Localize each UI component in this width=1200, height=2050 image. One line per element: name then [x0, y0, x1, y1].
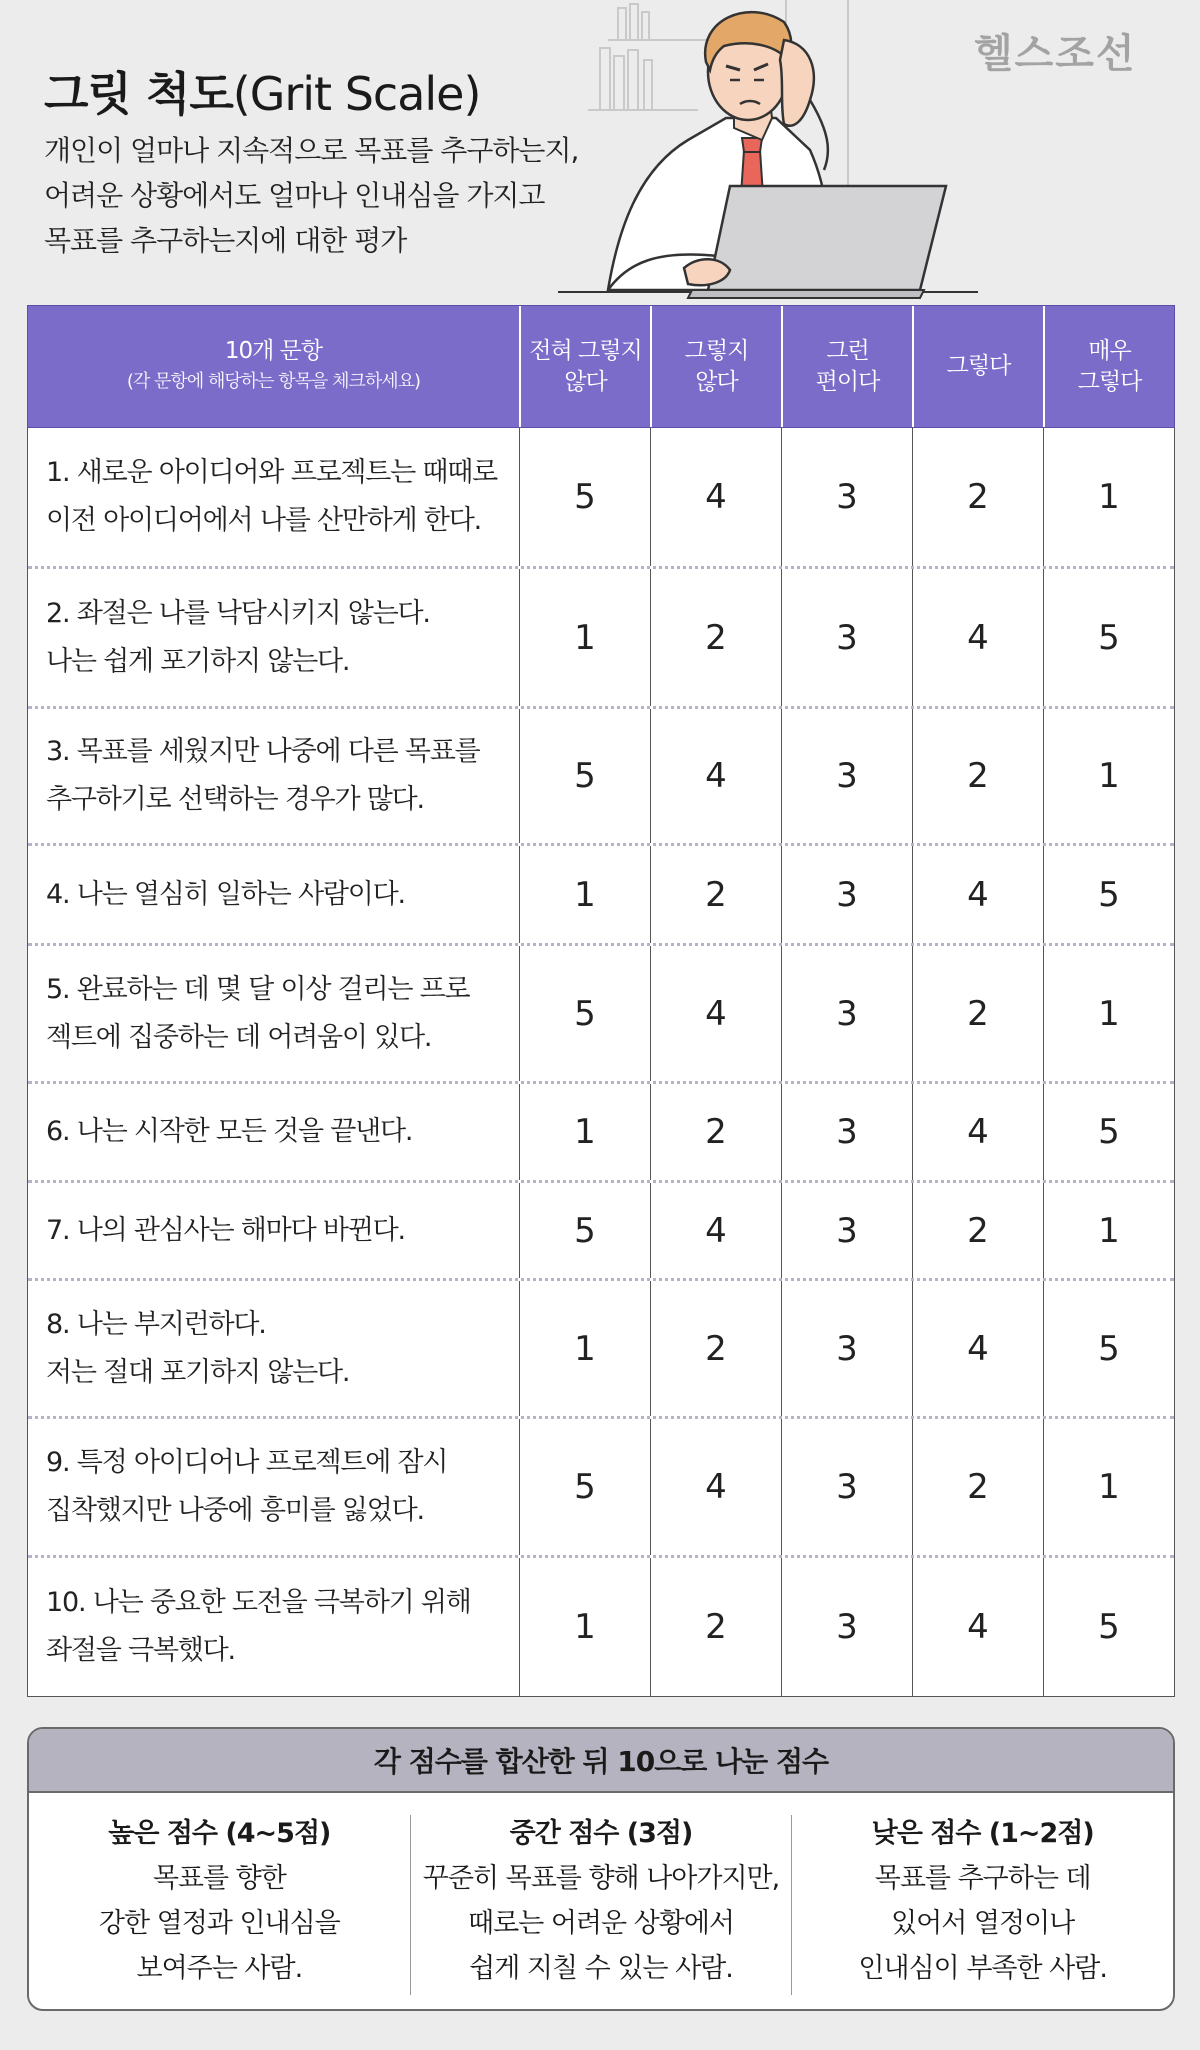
header-option-line: 그렇지 [684, 337, 749, 364]
header-option-line: 그렇다 [946, 353, 1011, 379]
table-row [28, 843, 1174, 943]
man-at-laptop-illustration [548, 0, 1000, 300]
score-cell[interactable]: 2 [650, 1281, 781, 1416]
summary-columns [29, 1793, 1173, 2009]
score-cell[interactable]: 1 [519, 1558, 650, 1696]
header-option-disagree [650, 306, 781, 427]
score-cell[interactable]: 4 [912, 1558, 1043, 1696]
summary-line: 때로는 어려운 상황에서 [468, 1908, 734, 1939]
summary-low-title: 낮은 점수 (1~2점) [871, 1818, 1094, 1849]
brand-logo: 헬스조선 [974, 31, 1137, 77]
header-option-line: 전혀 그렇지 [529, 337, 642, 364]
header-option-line: 편이다 [815, 368, 880, 395]
question-cell: 4. 나는 열심히 일하는 사람이다. [46, 878, 405, 910]
summary-high-title: 높은 점수 (4~5점) [108, 1818, 331, 1849]
score-cell[interactable]: 5 [519, 709, 650, 843]
score-cell[interactable]: 5 [1043, 846, 1174, 943]
score-cell[interactable]: 4 [650, 946, 781, 1081]
header-option-line: 매우 [1088, 337, 1131, 364]
score-cell[interactable]: 2 [650, 846, 781, 943]
header-items-title: 10개 문항 [224, 338, 323, 364]
summary-line: 인내심이 부족한 사람. [858, 1953, 1107, 1984]
table-body [27, 428, 1175, 1697]
title-korean: 그릿 척도 [44, 67, 233, 121]
score-cell[interactable]: 4 [650, 1183, 781, 1278]
score-cell[interactable]: 1 [519, 846, 650, 943]
score-cell[interactable]: 4 [912, 1281, 1043, 1416]
score-cell[interactable]: 2 [912, 709, 1043, 843]
summary-title: 각 점수를 합산한 뒤 10으로 나눈 점수 [29, 1729, 1173, 1793]
table-row [28, 1278, 1174, 1416]
header-items-subtitle: (각 문항에 해당하는 항목을 체크하세요) [126, 371, 421, 392]
summary-high [29, 1811, 410, 2009]
score-cell[interactable]: 5 [519, 428, 650, 566]
summary-line: 목표를 추구하는 데 [874, 1863, 1091, 1894]
score-cell[interactable]: 3 [781, 846, 912, 943]
score-cell[interactable]: 1 [1043, 1419, 1174, 1555]
score-cell[interactable]: 5 [1043, 1281, 1174, 1416]
score-cell[interactable]: 4 [650, 1419, 781, 1555]
score-cell[interactable]: 1 [519, 569, 650, 706]
table-row [28, 1555, 1174, 1696]
score-cell[interactable]: 3 [781, 946, 912, 1081]
score-cell[interactable]: 4 [912, 846, 1043, 943]
question-cell: 2. 좌절은 나를 낙담시키지 않는다. 나는 쉽게 포기하지 않는다. [46, 597, 430, 677]
summary-line: 목표를 향한 [152, 1863, 286, 1894]
question-cell: 8. 나는 부지런하다. 저는 절대 포기하지 않는다. [46, 1308, 350, 1388]
summary-low [792, 1811, 1173, 2009]
score-cell[interactable]: 2 [912, 428, 1043, 566]
header-items [28, 306, 519, 427]
score-cell[interactable]: 1 [519, 1084, 650, 1180]
title-english: (Grit Scale) [232, 67, 481, 121]
header-option-line: 그런 [826, 337, 869, 364]
summary-line: 있어서 열정이나 [891, 1908, 1075, 1939]
score-cell[interactable]: 5 [1043, 1084, 1174, 1180]
question-cell: 7. 나의 관심사는 해마다 바뀐다. [46, 1214, 405, 1246]
summary-line: 꾸준히 목표를 향해 나아가지만, [422, 1863, 780, 1894]
score-cell[interactable]: 4 [912, 1084, 1043, 1180]
score-cell[interactable]: 1 [1043, 946, 1174, 1081]
table-row [28, 706, 1174, 843]
score-cell[interactable]: 5 [519, 1183, 650, 1278]
summary-mid-title: 중간 점수 (3점) [509, 1818, 693, 1849]
score-cell[interactable]: 3 [781, 1281, 912, 1416]
score-cell[interactable]: 2 [650, 1084, 781, 1180]
score-cell[interactable]: 1 [1043, 709, 1174, 843]
score-cell[interactable]: 4 [650, 709, 781, 843]
page-title [44, 58, 480, 124]
score-cell[interactable]: 3 [781, 709, 912, 843]
score-cell[interactable]: 1 [519, 1281, 650, 1416]
score-cell[interactable]: 2 [650, 1558, 781, 1696]
score-cell[interactable]: 3 [781, 1558, 912, 1696]
question-cell: 6. 나는 시작한 모든 것을 끝낸다. [46, 1116, 413, 1147]
score-cell[interactable]: 1 [1043, 1183, 1174, 1278]
summary-line: 강한 열정과 인내심을 [98, 1908, 340, 1939]
score-cell[interactable]: 2 [912, 1419, 1043, 1555]
score-cell[interactable]: 3 [781, 569, 912, 706]
header-option-line: 그렇다 [1077, 368, 1142, 395]
table-row [28, 428, 1174, 566]
table-row [28, 1081, 1174, 1180]
table-row [28, 943, 1174, 1081]
description [44, 128, 604, 263]
header-option-line: 않다 [695, 368, 738, 395]
score-cell[interactable]: 3 [781, 1419, 912, 1555]
score-cell[interactable]: 4 [650, 428, 781, 566]
header-option-somewhat [781, 306, 912, 427]
header-option-line: 않다 [564, 368, 607, 395]
table-header [27, 305, 1175, 428]
score-cell[interactable]: 5 [519, 946, 650, 1081]
score-cell[interactable]: 5 [1043, 1558, 1174, 1696]
score-cell[interactable]: 3 [781, 428, 912, 566]
summary-line: 보여주는 사람. [136, 1953, 303, 1984]
score-cell[interactable]: 3 [781, 1183, 912, 1278]
table-row [28, 1180, 1174, 1278]
score-cell[interactable]: 4 [912, 569, 1043, 706]
score-cell[interactable]: 2 [912, 946, 1043, 1081]
description-line: 어려운 상황에서도 얼마나 인내심을 가지고 [44, 179, 545, 212]
question-cell: 5. 완료하는 데 몇 달 이상 걸리는 프로 젝트에 집중하는 데 어려움이 있다. [46, 973, 470, 1053]
description-line: 목표를 추구하는지에 대한 평가 [44, 224, 407, 257]
header-option-strongly-agree [1043, 306, 1174, 427]
question-cell: 9. 특정 아이디어나 프로젝트에 잠시 집착했지만 나중에 흥미를 잃었다. [46, 1447, 448, 1526]
summary-mid [411, 1811, 792, 2009]
question-cell: 1. 새로운 아이디어와 프로젝트는 때때로 이전 아이디어에서 나를 산만하게 한다. [46, 457, 498, 536]
score-cell[interactable]: 2 [912, 1183, 1043, 1278]
table-row [28, 1416, 1174, 1555]
description-line: 개인이 얼마나 지속적으로 목표를 추구하는지, [44, 134, 579, 167]
table-row [28, 566, 1174, 706]
summary-line: 쉽게 지칠 수 있는 사람. [469, 1953, 733, 1984]
question-cell: 3. 목표를 세웠지만 나중에 다른 목표를 추구하기로 선택하는 경우가 많다. [46, 736, 480, 815]
grit-scale-table [27, 305, 1175, 1697]
header-option-strongly-disagree [519, 306, 650, 427]
score-cell[interactable]: 3 [781, 1084, 912, 1180]
score-summary-box [27, 1727, 1175, 2011]
score-cell[interactable]: 1 [1043, 428, 1174, 566]
header [0, 0, 1200, 305]
question-cell: 10. 나는 중요한 도전을 극복하기 위해 좌절을 극복했다. [46, 1587, 471, 1666]
score-cell[interactable]: 5 [519, 1419, 650, 1555]
score-cell[interactable]: 5 [1043, 569, 1174, 706]
header-option-agree [912, 306, 1043, 427]
score-cell[interactable]: 2 [650, 569, 781, 706]
